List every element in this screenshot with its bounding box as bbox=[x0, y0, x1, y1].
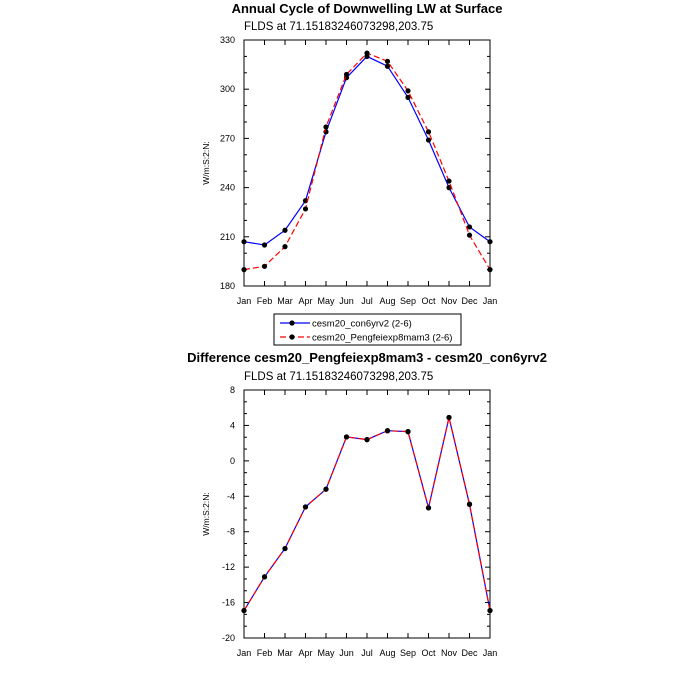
series-line-1 bbox=[244, 56, 490, 245]
y-tick-label: 210 bbox=[219, 231, 235, 242]
chart-panel-1 bbox=[201, 1, 502, 345]
x-tick-label: Dec bbox=[461, 648, 478, 658]
x-tick-label: Nov bbox=[440, 648, 458, 658]
x-tick-label: Jan bbox=[482, 648, 498, 658]
data-point bbox=[446, 178, 451, 183]
data-point bbox=[241, 239, 246, 244]
x-tick-label: Apr bbox=[298, 296, 313, 306]
x-tick-label: Feb bbox=[256, 296, 273, 306]
y-tick-label: -20 bbox=[221, 633, 235, 643]
x-tick-label: Dec bbox=[461, 296, 478, 306]
data-point bbox=[344, 434, 349, 439]
y-tick-label: 8 bbox=[229, 385, 235, 395]
series-line-1 bbox=[244, 418, 490, 611]
y-tick-label: 330 bbox=[219, 35, 235, 45]
data-point bbox=[487, 267, 492, 272]
x-tick-label: Sep bbox=[399, 648, 417, 658]
data-point bbox=[385, 428, 390, 433]
x-tick-label: Aug bbox=[379, 648, 396, 658]
y-tick-label: -12 bbox=[221, 562, 235, 573]
data-point bbox=[487, 608, 492, 613]
chart-subtitle: FLDS at 71.15183246073298,203.75 bbox=[244, 371, 434, 383]
data-point bbox=[303, 504, 308, 509]
x-tick-label: Jan bbox=[236, 296, 252, 306]
plot-frame bbox=[244, 40, 490, 286]
data-point bbox=[323, 487, 328, 492]
data-point bbox=[282, 228, 287, 233]
y-tick-label: 0 bbox=[229, 455, 235, 466]
y-tick-label: 240 bbox=[219, 182, 235, 193]
x-tick-label: Jan bbox=[236, 648, 252, 658]
y-tick-label: -16 bbox=[221, 597, 235, 608]
x-tick-label: Jan bbox=[482, 296, 498, 306]
x-tick-label: Jun bbox=[339, 296, 354, 306]
data-point bbox=[262, 574, 267, 579]
data-point bbox=[426, 137, 431, 142]
x-tick-label: Jul bbox=[361, 648, 373, 658]
data-point bbox=[344, 72, 349, 77]
series-line-2 bbox=[244, 418, 490, 611]
data-point bbox=[282, 244, 287, 249]
data-point bbox=[467, 502, 472, 507]
y-axis-label: W/m:S:2:N: bbox=[201, 492, 211, 536]
data-point bbox=[426, 129, 431, 134]
chart-title: Difference cesm20_Pengfeiexp8mam3 - cesm20_con6yrv2 bbox=[187, 350, 547, 365]
data-point bbox=[241, 608, 246, 613]
data-point bbox=[282, 546, 287, 551]
data-point bbox=[364, 51, 369, 56]
x-tick-label: Sep bbox=[399, 296, 417, 306]
x-tick-label: Aug bbox=[379, 296, 396, 306]
legend-marker bbox=[289, 320, 294, 325]
y-tick-label: 180 bbox=[219, 281, 235, 291]
chart-panel-2 bbox=[187, 350, 547, 658]
y-axis-label: W/m:S:2:N: bbox=[201, 141, 211, 185]
y-tick-label: -8 bbox=[226, 526, 235, 537]
data-point bbox=[405, 429, 410, 434]
x-tick-label: Mar bbox=[277, 648, 293, 658]
data-point bbox=[446, 415, 451, 420]
x-tick-label: Feb bbox=[256, 648, 273, 658]
x-tick-label: Oct bbox=[421, 648, 436, 658]
legend-label-2: cesm20_Pengfeiexp8mam3 (2-6) bbox=[312, 332, 453, 344]
data-point bbox=[405, 88, 410, 93]
plot-frame bbox=[244, 390, 490, 638]
data-point bbox=[426, 505, 431, 510]
legend-label-1: cesm20_con6yrv2 (2-6) bbox=[312, 318, 412, 330]
x-tick-label: Apr bbox=[298, 648, 313, 658]
data-point bbox=[467, 233, 472, 238]
x-tick-label: Jun bbox=[339, 648, 354, 658]
x-tick-label: Mar bbox=[277, 296, 293, 306]
data-point bbox=[487, 239, 492, 244]
x-tick-label: Oct bbox=[421, 296, 436, 306]
data-point bbox=[385, 59, 390, 64]
data-point bbox=[323, 124, 328, 129]
data-point bbox=[241, 267, 246, 272]
x-tick-label: May bbox=[317, 296, 335, 306]
chart-subtitle: FLDS at 71.15183246073298,203.75 bbox=[244, 21, 434, 33]
data-point bbox=[364, 437, 369, 442]
x-tick-label: Jul bbox=[361, 296, 373, 306]
y-tick-label: -4 bbox=[226, 491, 235, 502]
series-line-2 bbox=[244, 53, 490, 270]
y-tick-label: 300 bbox=[219, 84, 235, 95]
x-tick-label: Nov bbox=[440, 296, 458, 306]
data-point bbox=[262, 242, 267, 247]
data-point bbox=[303, 206, 308, 211]
y-tick-label: 270 bbox=[219, 133, 235, 144]
y-tick-label: 4 bbox=[229, 420, 235, 431]
legend-marker bbox=[289, 334, 294, 339]
chart-title: Annual Cycle of Downwelling LW at Surface bbox=[231, 1, 503, 16]
x-tick-label: May bbox=[317, 648, 335, 658]
data-point bbox=[262, 264, 267, 269]
